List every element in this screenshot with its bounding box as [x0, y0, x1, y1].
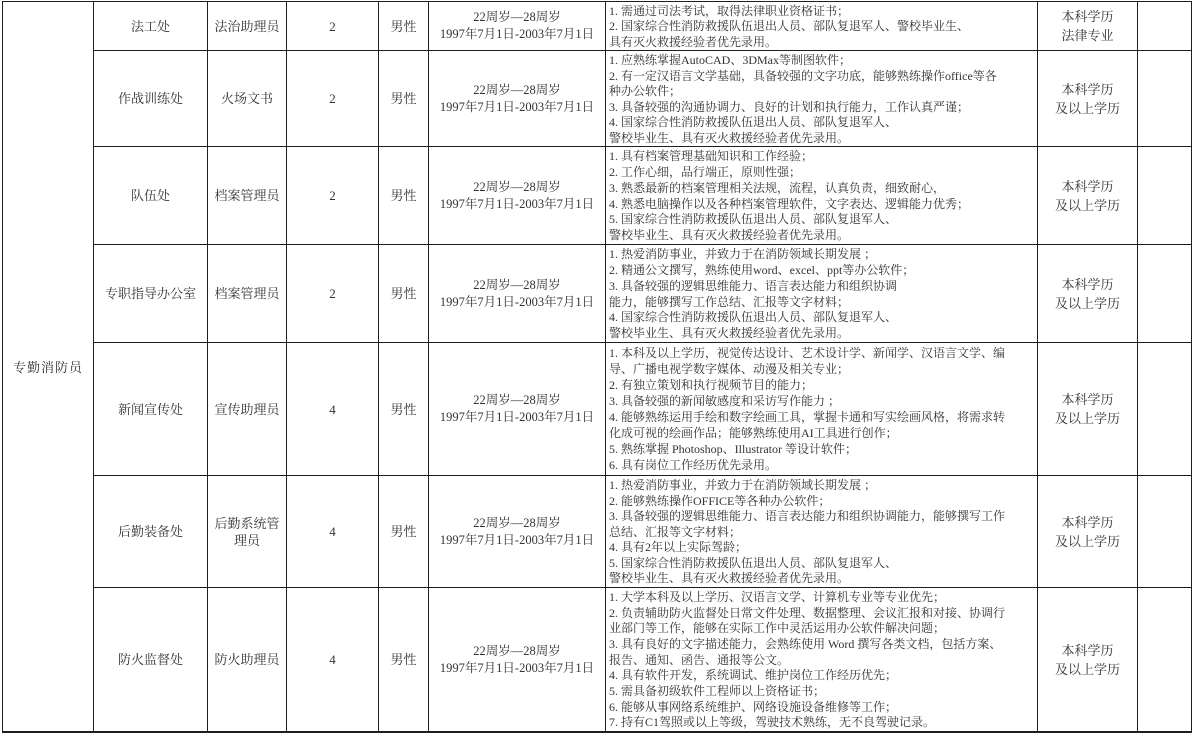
cell-department: 法工处 [94, 2, 208, 50]
cell-requirements: 1. 热爱消防事业，并致力于在消防领域长期发展 ； 2. 精通公文撰写，熟练使用word、excel、ppt等办公软件； 3. 具备较强的逻辑思维能力、语言表达能力和组织协调 能力，能够撰写工作总结、汇报等文字材料； 4. 国家综合性消防救援队伍退出人员、部队复退军人、 警校毕业生、具有灭火救援经验者优先录用。 [606, 245, 1038, 342]
table-row [94, 245, 1191, 343]
cell-requirements: 1. 需通过司法考试，取得法律职业资格证书； 2. 国家综合性消防救援队伍退出人员、部队复退军人、警校毕业生、 具有灭火救援经验者优先录用。 [606, 2, 1038, 50]
cell-age-range: 22周岁—28周岁 1997年7月1日-2003年7月1日 [429, 343, 606, 475]
cell-department: 后勤装备处 [94, 476, 208, 587]
cell-gender: 男性 [379, 2, 429, 50]
cell-requirements: 1. 大学本科及以上学历、汉语言文学、计算机专业等专业优先； 2. 负责辅助防火监督处日常文件处理、数据整理、会议汇报和对接、协调行 业部门等工作，能够在实际工作中灵活运用办公软件解决问题； 3. 具有良好的文字描述能力，会熟练使用 Word 撰写各类文档，包括方案、 报告、通知、函告、通报等公文。 4. 具有软件开发，系统调试、维护岗位工作经历优先； 5. 需具备初级软件工程师以上资格证书； 6. 能够从事网络系统维护、网络设施设备维修等工作； 7. 持有C1驾照或以上等级，驾驶技术熟练，无不良驾驶记录。 [606, 588, 1038, 731]
cell-position: 宣传助理员 [208, 343, 287, 475]
cell-gender: 男性 [379, 588, 429, 731]
cell-education: 本科学历 及以上学历 [1038, 245, 1138, 342]
table-row [94, 51, 1191, 147]
cell-department: 防火监督处 [94, 588, 208, 731]
cell-headcount: 4 [287, 476, 379, 587]
cell-position: 防火助理员 [208, 588, 287, 731]
cell-age-range: 22周岁—28周岁 1997年7月1日-2003年7月1日 [429, 245, 606, 342]
cell-gender: 男性 [379, 245, 429, 342]
cell-headcount: 2 [287, 2, 379, 50]
cell-position: 火场文书 [208, 51, 287, 146]
cell-education: 本科学历 法律专业 [1038, 2, 1138, 50]
table-body [94, 2, 1191, 731]
cell-department: 新闻宣传处 [94, 343, 208, 475]
cell-headcount: 4 [287, 343, 379, 475]
cell-remarks [1138, 2, 1191, 50]
category-cell: 专勤消防员 [3, 2, 94, 731]
cell-age-range: 22周岁—28周岁 1997年7月1日-2003年7月1日 [429, 2, 606, 50]
cell-headcount: 2 [287, 51, 379, 146]
cell-education: 本科学历 及以上学历 [1038, 588, 1138, 731]
table-row [94, 476, 1191, 588]
cell-remarks [1138, 147, 1191, 244]
cell-gender: 男性 [379, 476, 429, 587]
cell-remarks [1138, 245, 1191, 342]
cell-age-range: 22周岁—28周岁 1997年7月1日-2003年7月1日 [429, 588, 606, 731]
table-row [94, 588, 1191, 731]
recruitment-table [2, 1, 1192, 733]
cell-gender: 男性 [379, 51, 429, 146]
cell-position: 后勤系统管理员 [208, 476, 287, 587]
cell-requirements: 1. 具有档案管理基础知识和工作经验； 2. 工作心细，品行端正，原则性强； 3. 熟悉最新的档案管理相关法规，流程，认真负责，细致耐心， 4. 熟悉电脑操作以及各种档案管理软件，文字表达、逻辑能力优秀； 5. 国家综合性消防救援队伍退出人员、部队复退军人、 警校毕业生、具有灭火救援经验者优先录用。 [606, 147, 1038, 244]
cell-education: 本科学历 及以上学历 [1038, 343, 1138, 475]
cell-department: 专职指导办公室 [94, 245, 208, 342]
cell-remarks [1138, 51, 1191, 146]
cell-position: 档案管理员 [208, 245, 287, 342]
cell-remarks [1138, 588, 1191, 731]
cell-gender: 男性 [379, 343, 429, 475]
cell-headcount: 4 [287, 588, 379, 731]
cell-education: 本科学历 及以上学历 [1038, 476, 1138, 587]
cell-department: 队伍处 [94, 147, 208, 244]
cell-gender: 男性 [379, 147, 429, 244]
cell-department: 作战训练处 [94, 51, 208, 146]
cell-remarks [1138, 476, 1191, 587]
cell-age-range: 22周岁—28周岁 1997年7月1日-2003年7月1日 [429, 51, 606, 146]
cell-requirements: 1. 热爱消防事业，并致力于在消防领域长期发展 ； 2. 能够熟练操作OFFICE等各种办公软件； 3. 具备较强的逻辑思维能力、语言表达能力和组织协调能力，能够撰写工作 总结、汇报等文字材料； 4. 具有2年以上实际驾龄； 5. 国家综合性消防救援队伍退出人员、部队复退军人、 警校毕业生、具有灭火救援经验者优先录用。 [606, 476, 1038, 587]
cell-headcount: 2 [287, 147, 379, 244]
cell-age-range: 22周岁—28周岁 1997年7月1日-2003年7月1日 [429, 476, 606, 587]
table-row [94, 343, 1191, 476]
cell-position: 法治助理员 [208, 2, 287, 50]
cell-age-range: 22周岁—28周岁 1997年7月1日-2003年7月1日 [429, 147, 606, 244]
cell-requirements: 1. 本科及以上学历，视觉传达设计、艺术设计学、新闻学、汉语言文学、编 导、广播电视学数字媒体、动漫及相关专业； 2. 有独立策划和执行视频节目的能力； 3. 具备较强的新闻敏感度和采访写作能力 ； 4. 能够熟练运用手绘和数字绘画工具，掌握卡通和写实绘画风格，将需求转 化成可视的绘画作品；能够熟练使用AI工具进行创作； 5. 熟练掌握 Photoshop、Illustrator 等设计软件； 6. 具有岗位工作经历优先录用。 [606, 343, 1038, 475]
cell-headcount: 2 [287, 245, 379, 342]
table-row [94, 147, 1191, 245]
cell-education: 本科学历 及以上学历 [1038, 51, 1138, 146]
cell-position: 档案管理员 [208, 147, 287, 244]
cell-education: 本科学历 及以上学历 [1038, 147, 1138, 244]
cell-remarks [1138, 343, 1191, 475]
cell-requirements: 1. 应熟练掌握AutoCAD、3DMax等制图软件； 2. 有一定汉语言文学基础，具备较强的文字功底，能够熟练操作office等各 种办公软件； 3. 具备较强的沟通协调力、良好的计划和执行能力，工作认真严谨； 4. 国家综合性消防救援队伍退出人员、部队复退军人、 警校毕业生、具有灭火救援经验者优先录用。 [606, 51, 1038, 146]
table-row [94, 2, 1191, 51]
